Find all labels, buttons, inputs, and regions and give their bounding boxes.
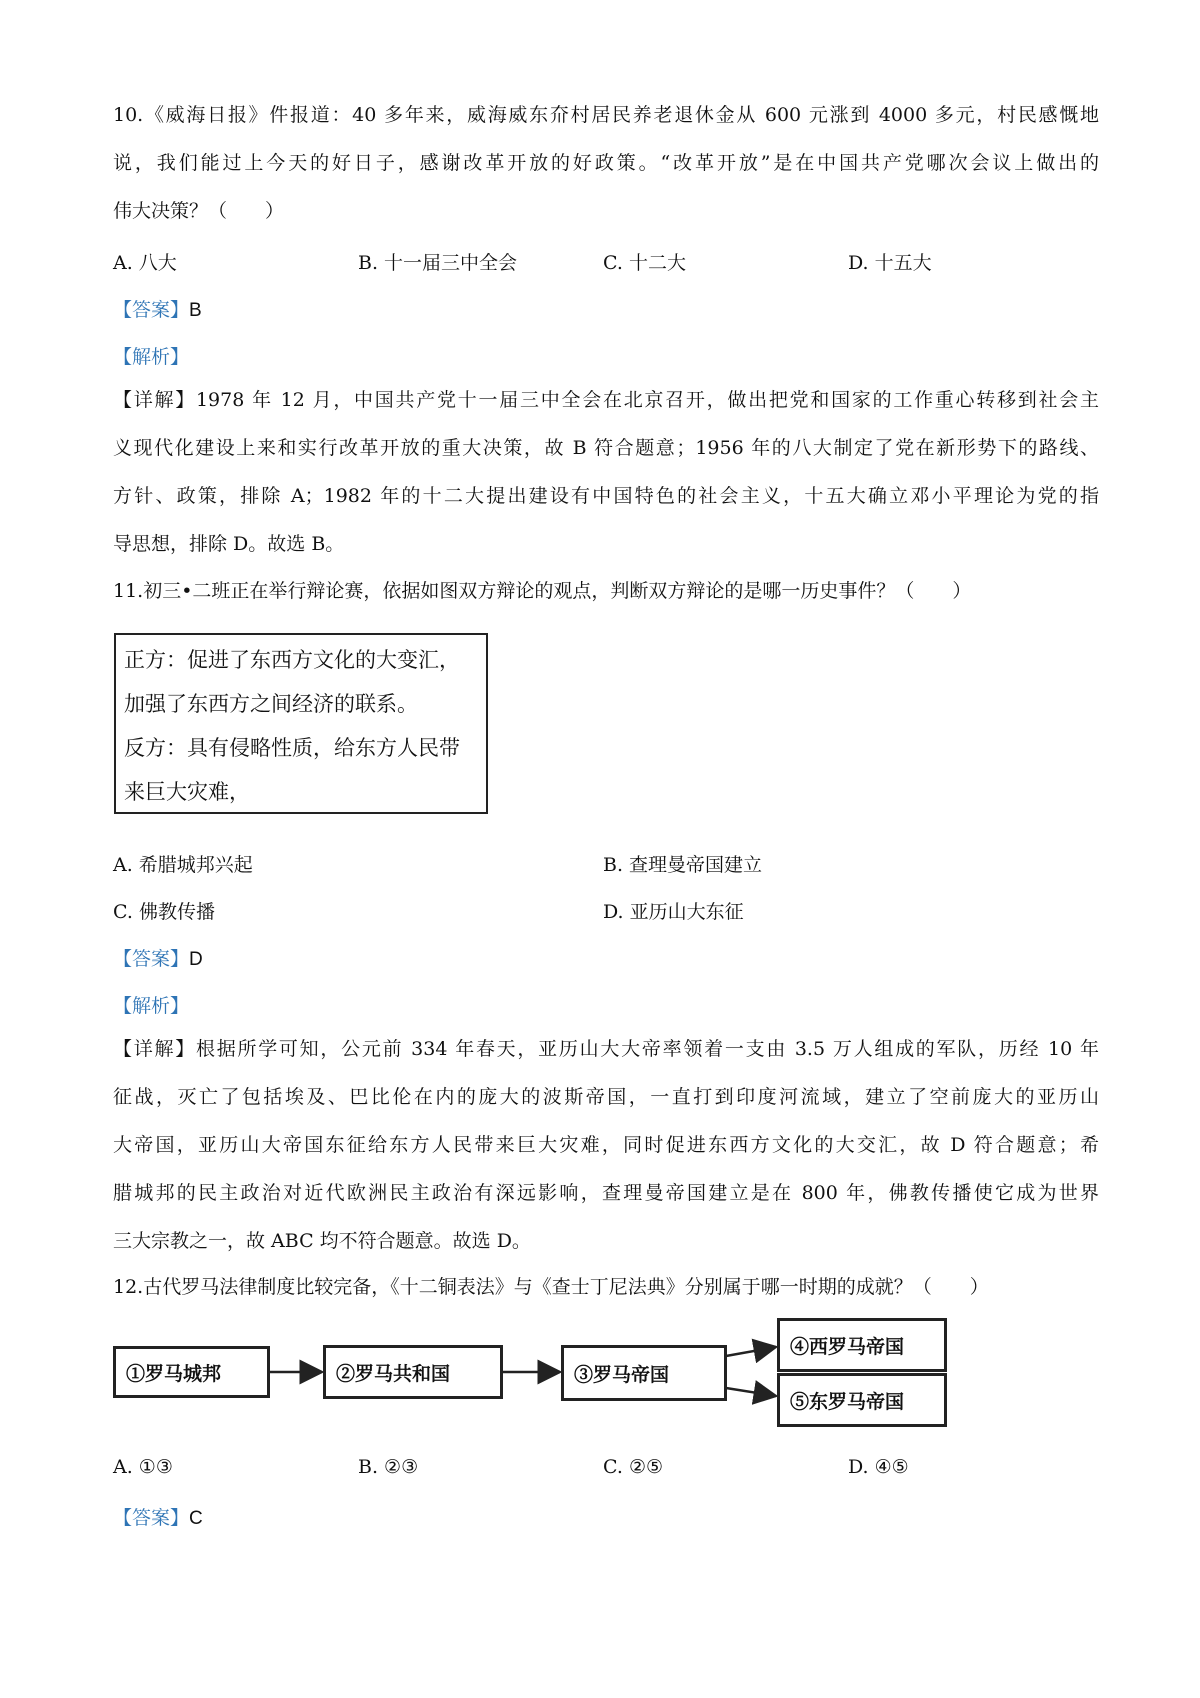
q11-detail-line-3: 大帝国，亚历山大帝国东征给东方人民带来巨大灾难，同时促进东西方文化的大交汇，故 D 符合题意；希 — [113, 1134, 1099, 1156]
debate-line-4: 来巨大灾难， — [124, 780, 250, 804]
q10-option-a: A. 八大 — [113, 252, 177, 274]
q10-detail-line-2: 义现代化建设上来和实行改革开放的重大决策，故 B 符合题意；1956 年的八大制定了党在新形势下的路线、 — [113, 437, 1099, 459]
q10-detail-line-3: 方针、政策，排除 A；1982 年的十二大提出建设有中国特色的社会主义，十五大确立邓小平理论为党的指 — [113, 485, 1099, 507]
q11-option-b: B. 查理曼帝国建立 — [603, 854, 763, 876]
answer-label: 【答案】 — [113, 299, 190, 321]
q12-option-b: B. ②③ — [358, 1456, 419, 1478]
q11-detail-line-5: 三大宗教之一，故 ABC 均不符合题意。故选 D。 — [113, 1230, 531, 1252]
q12-option-c: C. ②⑤ — [603, 1456, 664, 1478]
q11-stem: 11.初三•二班正在举行辩论赛，依据如图双方辩论的观点，判断双方辩论的是哪一历史事件？（ ） — [113, 580, 972, 602]
q11-detail-line-4: 腊城邦的民主政治对近代欧洲民主政治有深远影响，查理曼帝国建立是在 800 年，佛教传播使它成为世界 — [113, 1182, 1099, 1204]
debate-line-2: 加强了东西方之间经济的联系。 — [124, 692, 418, 716]
q10-detail-line-1: 【详解】1978 年 12 月，中国共产党十一届三中全会在北京召开，做出把党和国家的工作重心转移到社会主 — [113, 389, 1099, 411]
flow-box-roman-empire: ③罗马帝国 — [561, 1345, 727, 1401]
answer-label: 【答案】 — [113, 1507, 190, 1529]
q11-option-d: D. 亚历山大东征 — [603, 901, 744, 923]
flow-box-roman-city-state: ①罗马城邦 — [113, 1346, 270, 1398]
q11-detail-line-1: 【详解】根据所学可知，公元前 334 年春天，亚历山大大帝率领着一支由 3.5 万人组成的军队，历经 10 年 — [113, 1038, 1099, 1060]
flow-box-western-roman-empire: ④西罗马帝国 — [777, 1318, 947, 1372]
q10-stem-line-3: 伟大决策？（ ） — [113, 200, 285, 222]
answer-value: D — [189, 949, 203, 970]
answer-label: 【答案】 — [113, 948, 190, 970]
q12-answer — [113, 1503, 203, 1530]
q11-option-c: C. 佛教传播 — [113, 901, 215, 923]
arrow-4 — [726, 1388, 776, 1396]
answer-value: B — [189, 300, 202, 321]
flow-box-eastern-roman-empire: ⑤东罗马帝国 — [777, 1373, 947, 1427]
flow-box-roman-republic: ②罗马共和国 — [323, 1345, 503, 1399]
q10-option-c: C. 十二大 — [603, 252, 686, 274]
analysis-label: 【解析】 — [113, 346, 190, 368]
q11-detail-line-2: 征战，灭亡了包括埃及、巴比伦在内的庞大的波斯帝国，一直打到印度河流域，建立了空前庞大的亚历山 — [113, 1086, 1099, 1108]
q10-stem-line-1: 10.《威海日报》件报道：40 多年来，威海威东夼村居民养老退休金从 600 元涨到 4000 多元，村民感慨地 — [113, 104, 1099, 126]
q12-option-d: D. ④⑤ — [848, 1456, 909, 1478]
analysis-label: 【解析】 — [113, 995, 190, 1017]
q10-option-d: D. 十五大 — [848, 252, 932, 274]
arrow-3 — [726, 1347, 776, 1356]
answer-value: C — [189, 1508, 203, 1529]
debate-line-3: 反方：具有侵略性质，给东方人民带 — [124, 736, 460, 760]
q12-option-a: A. ①③ — [113, 1456, 173, 1478]
q10-detail-line-4: 导思想，排除 D。故选 B。 — [113, 533, 345, 555]
q10-stem-line-2: 说，我们能过上今天的好日子，感谢改革开放的好政策。“改革开放”是在中国共产党哪次会议上做出的 — [113, 152, 1099, 174]
q11-option-a: A. 希腊城邦兴起 — [113, 854, 253, 876]
debate-line-1: 正方：促进了东西方文化的大变汇， — [124, 648, 460, 672]
q10-option-b: B. 十一届三中全会 — [358, 252, 518, 274]
q12-stem: 12.古代罗马法律制度比较完备，《十二铜表法》与《查士丁尼法典》分别属于哪一时期的成就？（ ） — [113, 1276, 989, 1298]
